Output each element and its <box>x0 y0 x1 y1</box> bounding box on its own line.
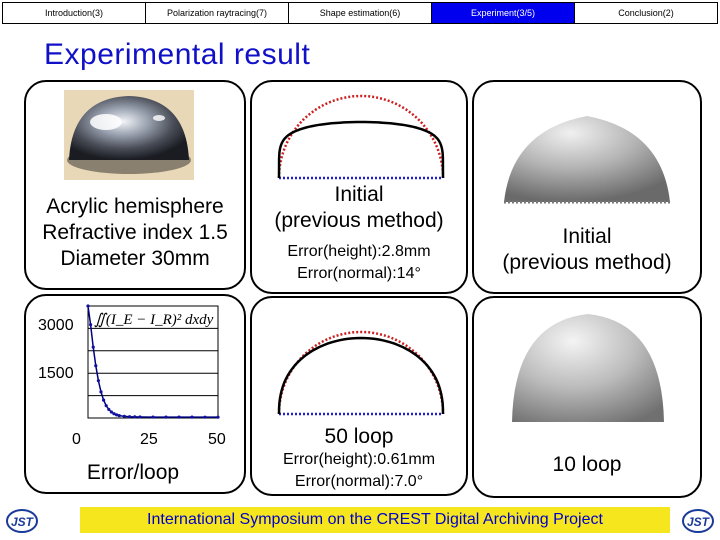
y-tick-1500: 1500 <box>38 365 74 382</box>
x-tick-25: 25 <box>140 431 158 448</box>
profile-ground-truth <box>279 332 443 414</box>
svg-text:JST: JST <box>686 515 710 529</box>
error-point <box>99 390 102 393</box>
chart-formula: ∬(I_E − I_R)² dxdy <box>94 312 214 328</box>
error-point <box>107 408 110 411</box>
specimen-refractive-index: Refractive index 1.5 <box>42 221 228 244</box>
error-point <box>94 364 97 367</box>
loop10-render-panel <box>472 296 702 498</box>
initial-render-image <box>502 110 672 210</box>
error-point <box>133 415 136 418</box>
jst-logo-left <box>6 508 38 534</box>
tab-shape-estimation[interactable]: Shape estimation(6) <box>289 3 432 23</box>
error-chart-panel <box>24 294 246 494</box>
specimen-diameter: Diameter 30mm <box>60 247 210 270</box>
x-axis-label: Error/loop <box>86 461 180 484</box>
error-point <box>102 398 105 401</box>
error-point <box>86 304 89 307</box>
footer-banner: International Symposium on the CREST Digital Archiving Project <box>80 507 670 533</box>
tab-polarization-raytracing[interactable]: Polarization raytracing(7) <box>146 3 289 23</box>
initial-profile-label-1: Initial <box>334 183 384 206</box>
tab-experiment[interactable]: Experiment(3/5) <box>432 3 575 23</box>
section-tab-bar <box>2 2 718 24</box>
error-point <box>92 345 95 348</box>
loop50-label: 50 loop <box>324 425 394 448</box>
loop50-profile-plot <box>266 302 456 422</box>
tab-introduction[interactable]: Introduction(3) <box>3 3 146 23</box>
error-point <box>97 379 100 382</box>
profile-ground-truth <box>279 96 443 178</box>
error-point <box>138 415 141 418</box>
x-tick-0: 0 <box>72 431 81 448</box>
jst-logo-right <box>682 508 714 534</box>
y-tick-3000: 3000 <box>38 317 74 334</box>
initial-profile-label-2: (previous method) <box>274 209 444 232</box>
x-tick-50: 50 <box>208 431 226 448</box>
loop50-error-height: Error(height):0.61mm <box>282 451 436 468</box>
error-point <box>151 415 154 418</box>
error-point <box>89 323 92 326</box>
error-point <box>128 415 131 418</box>
error-point <box>177 416 180 419</box>
initial-profile-plot <box>266 86 456 186</box>
initial-render-label-2: (previous method) <box>502 251 672 274</box>
initial-render-panel <box>472 80 702 294</box>
initial-render-label-1: Initial <box>562 225 612 248</box>
loop10-render-image <box>508 308 668 426</box>
specimen-material: Acrylic hemisphere <box>46 195 224 218</box>
svg-text:JST: JST <box>10 515 34 529</box>
error-point <box>203 416 206 419</box>
error-point <box>190 416 193 419</box>
loop10-label: 10 loop <box>552 453 622 476</box>
error-point <box>123 415 126 418</box>
hemisphere-photo <box>64 90 194 180</box>
error-point <box>105 404 108 407</box>
profile-estimate <box>279 338 443 414</box>
error-point <box>118 414 121 417</box>
error-chart <box>26 296 244 492</box>
initial-error-normal: Error(normal):14° <box>297 265 421 282</box>
error-point <box>164 416 167 419</box>
error-point <box>216 416 219 419</box>
loop50-profile-panel <box>250 296 468 496</box>
loop50-error-normal: Error(normal):7.0° <box>294 473 424 490</box>
specimen-panel <box>24 80 246 290</box>
initial-error-height: Error(height):2.8mm <box>287 243 431 260</box>
profile-estimate <box>279 122 443 178</box>
initial-profile-panel <box>250 80 468 294</box>
slide-title: Experimental result <box>44 38 311 71</box>
tab-conclusion[interactable]: Conclusion(2) <box>575 3 717 23</box>
